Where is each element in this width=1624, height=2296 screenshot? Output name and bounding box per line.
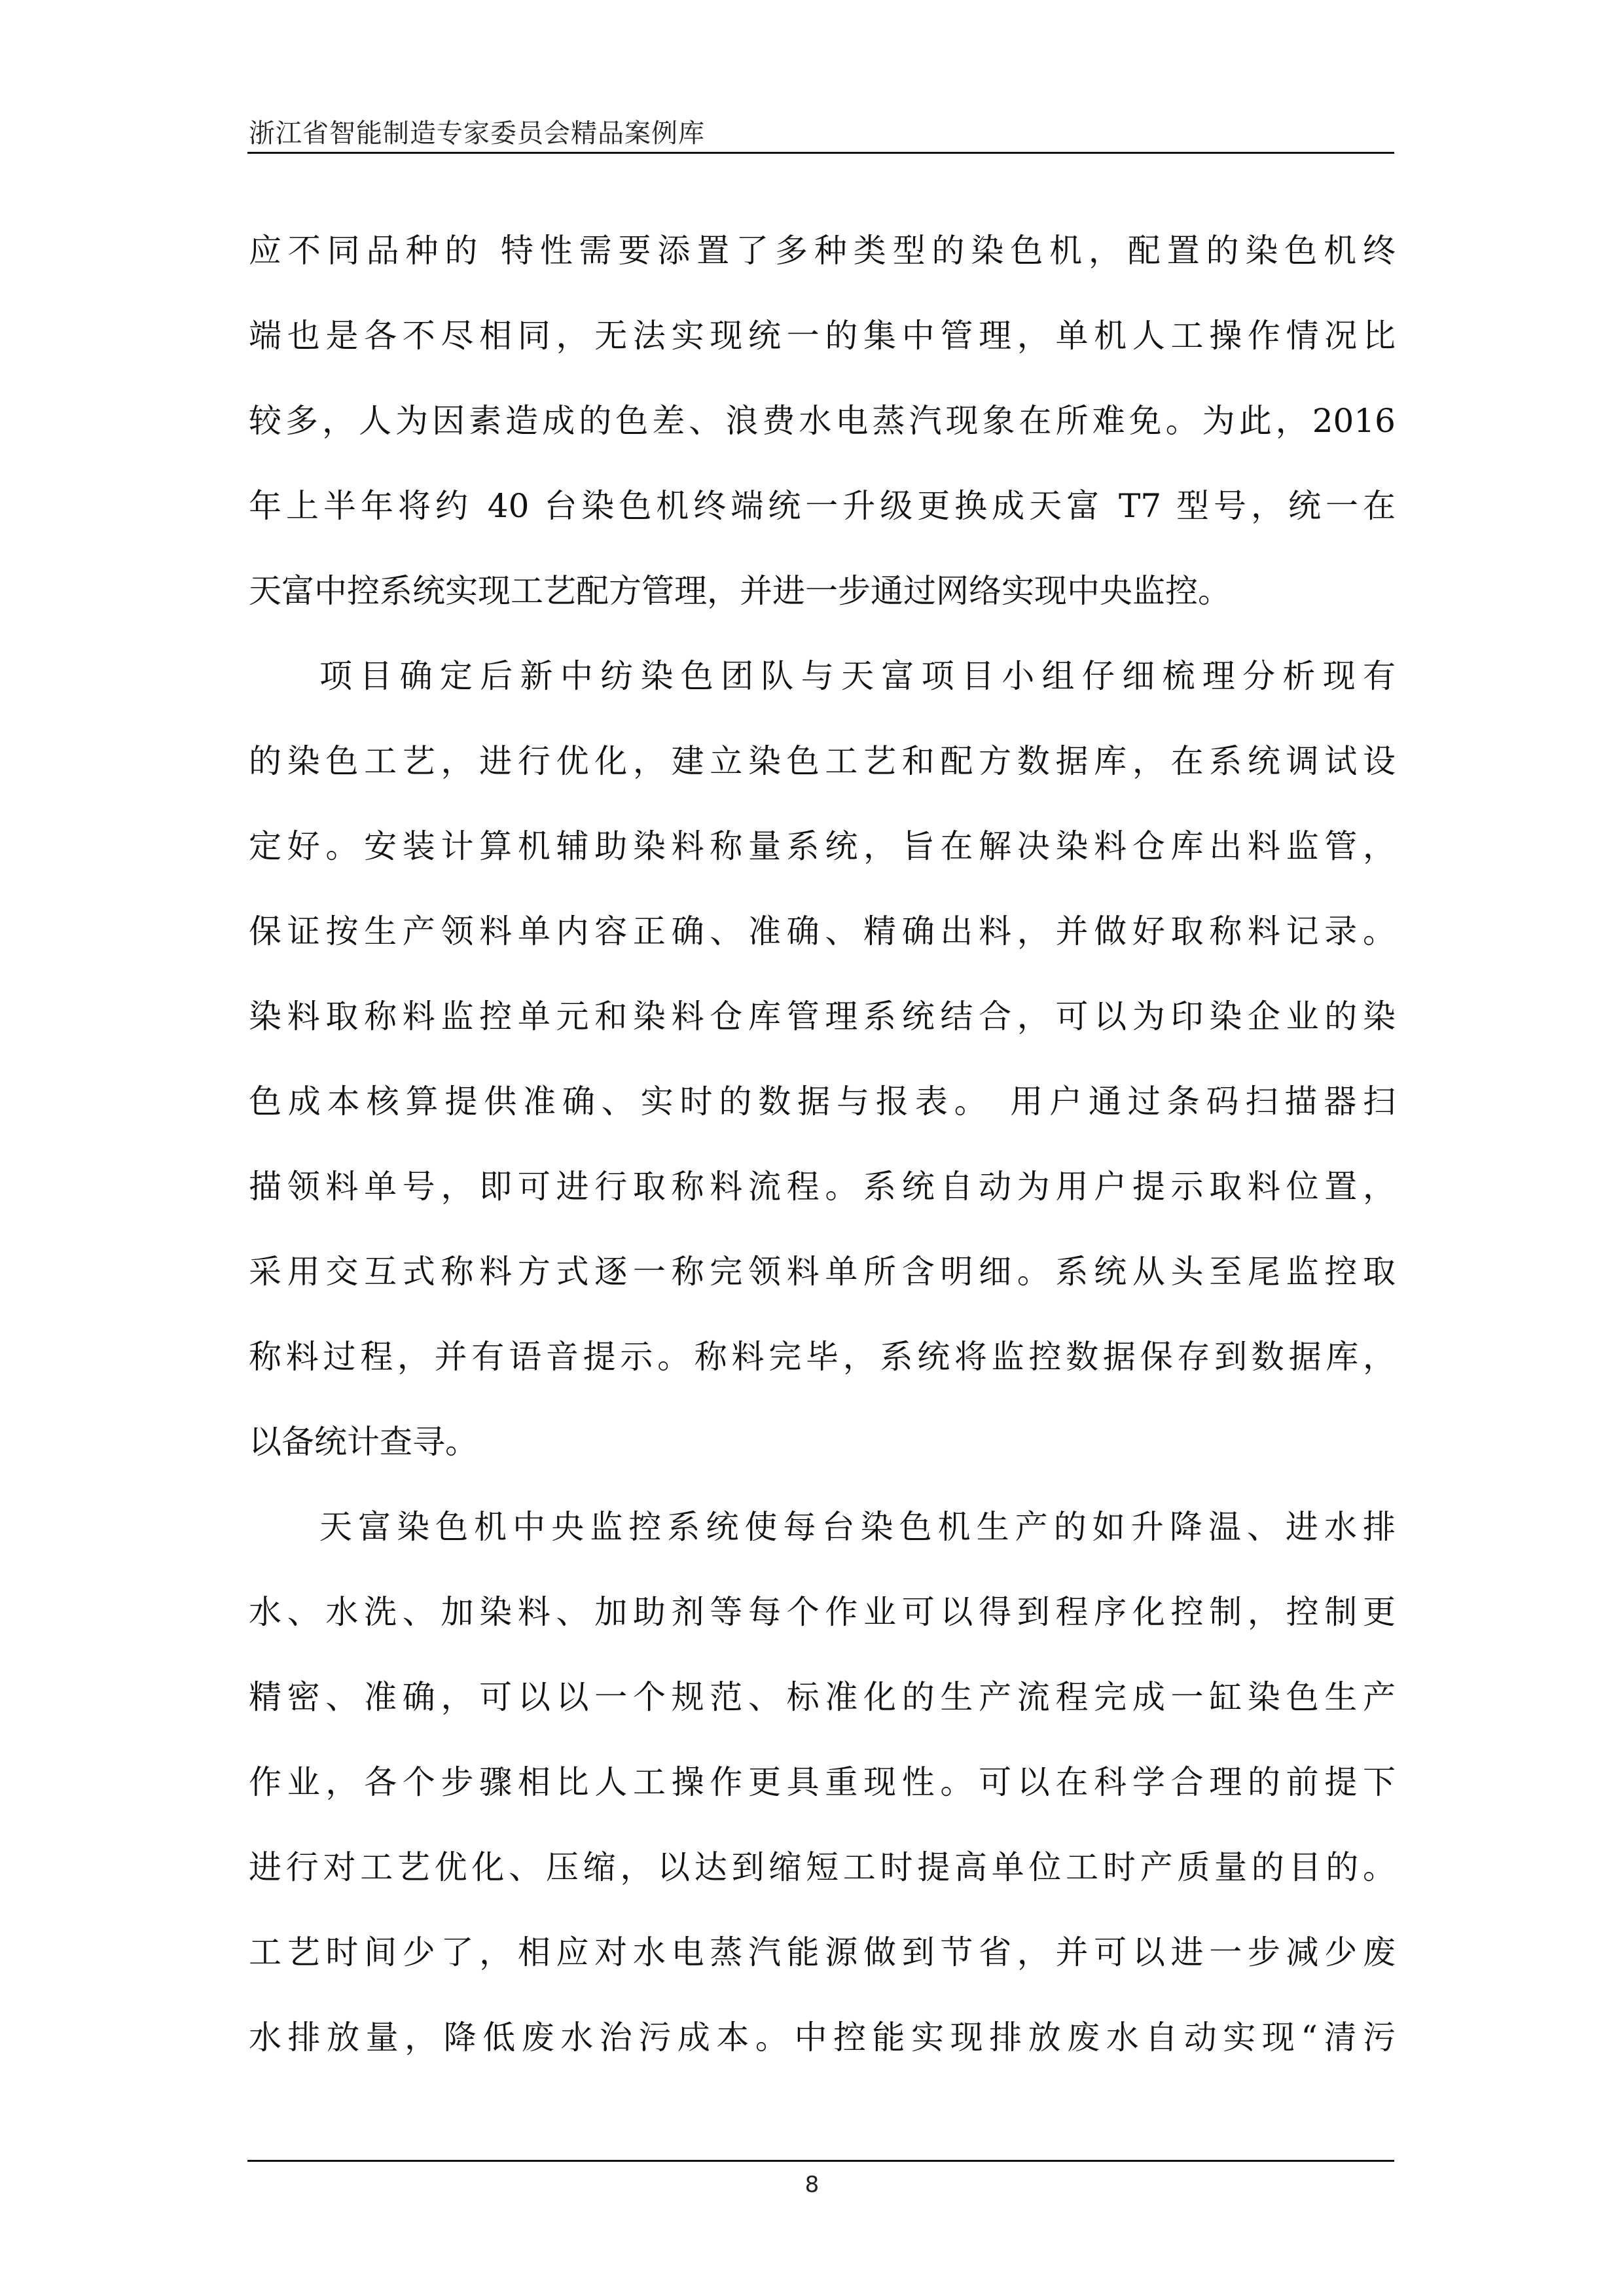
text-line: 年上半年将约 40 台染色机终端统一升级更换成天富 T7 型号，统一在 xyxy=(249,487,1396,525)
footer-divider xyxy=(247,2160,1394,2162)
body-text xyxy=(249,208,1396,2080)
text-line: 以备统计查寻。 xyxy=(249,1423,478,1461)
header-divider xyxy=(247,152,1394,154)
text-line: 描领料单号，即可进行取称料流程。系统自动为用户提示取料位置， xyxy=(249,1168,1396,1206)
text-line: 色成本核算提供准确、实时的数据与报表。 用户通过条码扫描器扫 xyxy=(249,1083,1396,1121)
text-line: 的染色工艺，进行优化，建立染色工艺和配方数据库，在系统调试设 xyxy=(249,742,1396,780)
text-line: 染料取称料监控单元和染料仓库管理系统结合，可以为印染企业的染 xyxy=(249,997,1396,1035)
text-line: 较多，人为因素造成的色差、浪费水电蒸汽现象在所难免。为此，2016 xyxy=(249,402,1396,440)
text-line: 作业，各个步骤相比人工操作更具重现性。可以在科学合理的前提下 xyxy=(249,1763,1396,1801)
text-line: 端也是各不尽相同，无法实现统一的集中管理，单机人工操作情况比 xyxy=(249,317,1396,355)
text-line: 定好。安装计算机辅助染料称量系统，旨在解决染料仓库出料监管， xyxy=(249,827,1396,865)
text-line: 称料过程，并有语音提示。称料完毕，系统将监控数据保存到数据库， xyxy=(249,1338,1396,1376)
text-line: 水排放量，降低废水治污成本。中控能实现排放废水自动实现“清污 xyxy=(249,2018,1396,2056)
text-line: 采用交互式称料方式逐一称完领料单所含明细。系统从头至尾监控取 xyxy=(249,1253,1396,1291)
text-line: 精密、准确，可以以一个规范、标准化的生产流程完成一缸染色生产 xyxy=(249,1678,1396,1716)
text-line: 工艺时间少了，相应对水电蒸汽能源做到节省，并可以进一步减少废 xyxy=(249,1933,1396,1971)
paragraph-first-line: 项目确定后新中纺染色团队与天富项目小组仔细梳理分析现有 xyxy=(319,657,1396,695)
text-line: 保证按生产领料单内容正确、准确、精确出料，并做好取称料记录。 xyxy=(249,912,1396,950)
page-number: 8 xyxy=(804,2172,820,2198)
paragraph-first-line: 天富染色机中央监控系统使每台染色机生产的如升降温、进水排 xyxy=(319,1508,1396,1546)
text-line: 进行对工艺优化、压缩，以达到缩短工时提高单位工时产质量的目的。 xyxy=(249,1848,1396,1886)
text-line: 天富中控系统实现工艺配方管理，并进一步通过网络实现中央监控。 xyxy=(249,572,1231,610)
text-line: 水、水洗、加染料、加助剂等每个作业可以得到程序化控制，控制更 xyxy=(249,1593,1396,1631)
running-header: 浙江省智能制造专家委员会精品案例库 xyxy=(249,118,705,149)
text-line: 应不同品种的 特性需要添置了多种类型的染色机，配置的染色机终 xyxy=(249,232,1396,270)
